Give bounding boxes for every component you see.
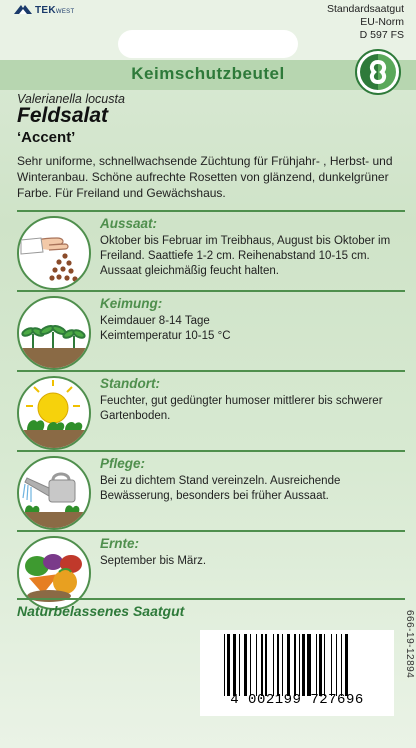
standard-info xyxy=(327,3,404,42)
barcode-bar xyxy=(319,634,321,696)
section-ernte xyxy=(17,536,412,604)
barcode-bar xyxy=(224,634,225,696)
section-text: Bei zu dichtem Stand vereinzeln. Ausreichende Bewässerung, besonders bei früher Aussaat. xyxy=(100,475,341,502)
green-dot-recycle-icon xyxy=(354,48,402,96)
standard-line-1: Standardsaatgut xyxy=(326,3,404,15)
standard-line-2: EU-Norm xyxy=(360,16,404,28)
standard-line-3: D 597 FS xyxy=(359,29,404,41)
brand-name: TEKWEST xyxy=(35,4,75,16)
latin-name: Valerianella locusta xyxy=(17,92,125,106)
section-title: Standort: xyxy=(100,376,160,391)
barcode-bar xyxy=(277,634,279,696)
barcode-bar xyxy=(316,634,317,696)
barcode-bar xyxy=(299,634,300,696)
barcode-bar xyxy=(256,634,257,696)
section-keimung xyxy=(17,296,412,364)
barcode-bar xyxy=(294,634,296,696)
barcode-bar xyxy=(302,634,304,696)
barcode-bar xyxy=(331,634,332,696)
tagline: Naturbelassenes Saatgut xyxy=(17,603,185,619)
divider xyxy=(17,450,405,452)
hang-slot xyxy=(118,30,298,58)
divider xyxy=(17,530,405,532)
seedlings-icon xyxy=(17,296,91,370)
side-code: 666-19-12894 xyxy=(404,610,415,679)
watering-can-icon xyxy=(17,456,91,530)
section-title: Pflege: xyxy=(100,456,146,471)
barcode xyxy=(200,630,394,716)
section-text: Oktober bis Februar im Treibhaus, August bis Oktober im Freiland. Saattiefe 1-2 cm. Reihenabstand 10-15 cm. Aussaat gleichmäßig feucht halten. xyxy=(100,235,391,277)
barcode-bar xyxy=(244,634,246,696)
divider xyxy=(17,210,405,212)
barcode-bars xyxy=(224,634,390,696)
barcode-bar xyxy=(336,634,337,696)
section-aussaat xyxy=(17,216,412,284)
divider xyxy=(17,370,405,372)
section-title: Ernte: xyxy=(100,536,140,551)
barcode-bar xyxy=(287,634,291,696)
section-text: Feuchter, gut gedüngter humoser mittlerer bis schwerer Gartenboden. xyxy=(100,395,383,422)
barcode-bar xyxy=(261,634,262,696)
section-text: Keimdauer 8-14 Tage Keimtemperatur 10-15 °C xyxy=(100,315,231,342)
barcode-bar xyxy=(341,634,342,696)
barcode-bar xyxy=(239,634,240,696)
barcode-bar xyxy=(233,634,237,696)
brand-mark-icon xyxy=(14,4,32,16)
barcode-bar xyxy=(345,634,349,696)
barcode-bar xyxy=(265,634,267,696)
product-variety: ‘Accent’ xyxy=(17,129,76,146)
sowing-hand-icon xyxy=(17,216,91,290)
barcode-bar xyxy=(250,634,251,696)
divider xyxy=(17,598,405,600)
barcode-bar xyxy=(273,634,274,696)
product-description: Sehr uniforme, schnellwachsende Züchtung für Frühjahr- , Herbst- und Winteranbau. Schöne aufrechte Rosetten von glänzend, dunkelgrüner Farbe. Für Freiland und Gewächshaus. xyxy=(17,154,393,200)
barcode-bar xyxy=(227,634,229,696)
barcode-bar xyxy=(324,634,325,696)
section-text: September bis März. xyxy=(100,555,207,567)
product-name: Feldsalat xyxy=(17,104,109,127)
section-title: Aussaat: xyxy=(100,216,158,231)
barcode-number: 4 002199 727696 xyxy=(230,692,364,708)
barcode-bar xyxy=(307,634,311,696)
barcode-bar xyxy=(282,634,283,696)
section-standort xyxy=(17,376,412,444)
section-pflege xyxy=(17,456,412,524)
banner-title: Keimschutzbeutel xyxy=(131,64,285,83)
sun-plants-icon xyxy=(17,376,91,450)
brand-logo xyxy=(14,4,74,16)
section-title: Keimung: xyxy=(100,296,163,311)
divider xyxy=(17,290,405,292)
